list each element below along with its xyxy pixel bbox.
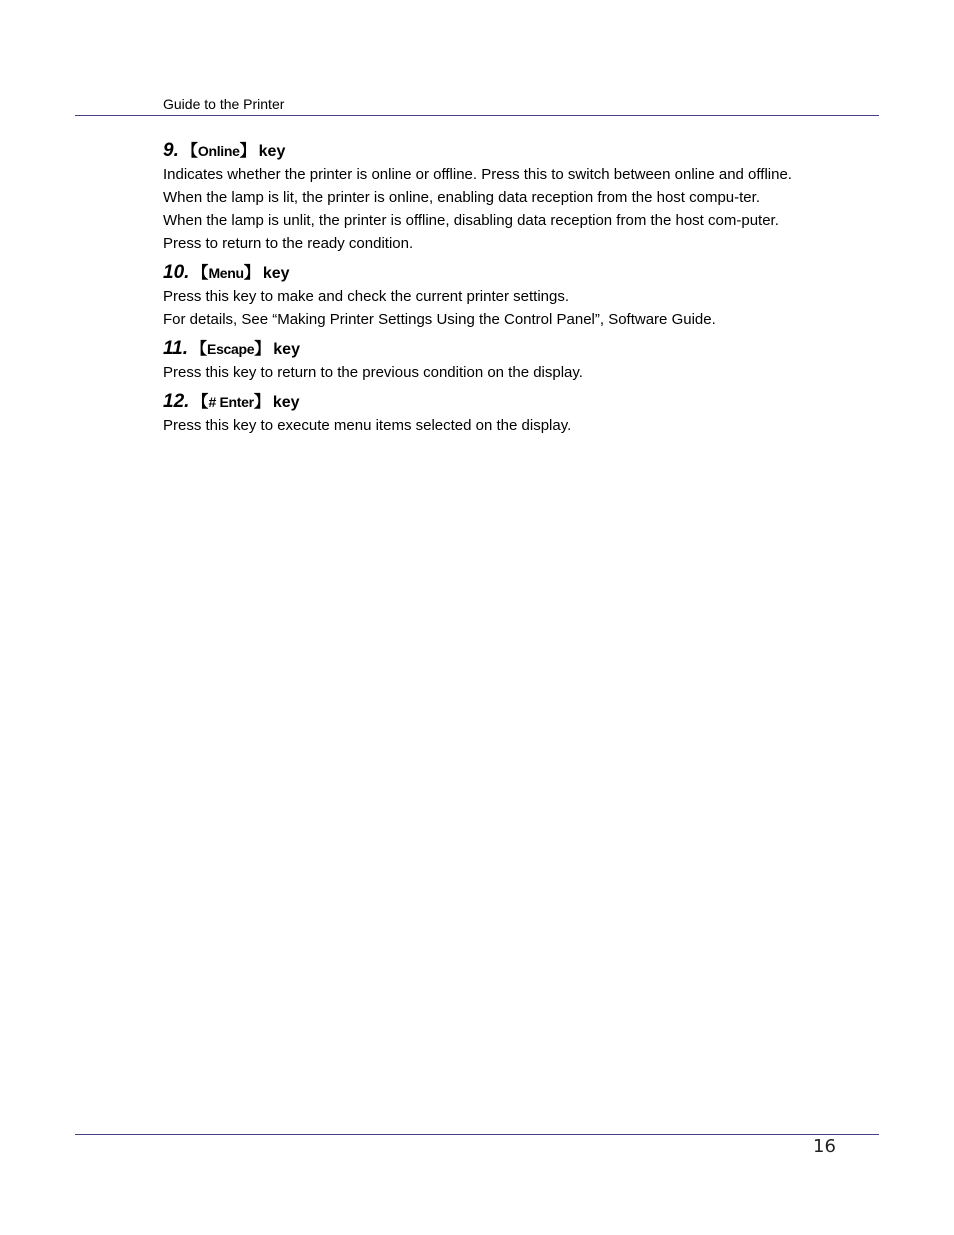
bracket-open: 【 — [181, 143, 198, 160]
bracket-open: 【 — [191, 341, 208, 358]
paragraph: When the lamp is unlit, the printer is offline, disabling data reception from the host com-puter. — [163, 212, 779, 229]
paragraph: Press to return to the ready condition. — [163, 235, 414, 252]
item-heading — [163, 338, 795, 360]
key-label: # Enter — [208, 394, 254, 410]
bracket-close: 】 — [243, 265, 260, 282]
key-label: Menu — [208, 265, 244, 281]
key-word: key — [273, 341, 300, 358]
key-word: key — [258, 143, 286, 160]
bracket-close: 】 — [254, 341, 271, 358]
item-number: 12. — [163, 391, 190, 412]
footer-divider — [75, 1134, 879, 1135]
key-label: Escape — [207, 341, 255, 357]
item-menu-key — [163, 262, 795, 330]
item-number: 9. — [163, 140, 179, 161]
bracket-close: 】 — [253, 394, 270, 411]
item-heading — [163, 391, 795, 413]
item-online-key — [163, 140, 795, 254]
item-heading — [163, 140, 795, 162]
paragraph: Indicates whether the printer is online or offline. Press this to switch between online and offline. — [163, 166, 792, 183]
paragraph: For details, See “Making Printer Settings Using the Control Panel”, Software Guide. — [163, 311, 716, 328]
bracket-open: 【 — [192, 265, 209, 282]
item-escape-key — [163, 338, 795, 383]
item-enter-key — [163, 391, 795, 436]
item-number: 10. — [163, 262, 190, 283]
paragraph: Press this key to return to the previous condition on the display. — [163, 364, 583, 381]
bracket-close: 】 — [239, 143, 256, 160]
document-body — [163, 140, 795, 444]
bracket-open: 【 — [192, 394, 209, 411]
running-header: Guide to the Printer — [163, 96, 285, 112]
key-word: key — [272, 394, 300, 411]
key-label: Online — [197, 143, 240, 159]
header-divider — [75, 115, 879, 116]
paragraph: Press this key to make and check the current printer settings. — [163, 288, 570, 305]
item-heading — [163, 262, 795, 284]
item-number: 11. — [163, 338, 189, 359]
paragraph: When the lamp is lit, the printer is online, enabling data reception from the host compu-ter. — [163, 189, 760, 206]
page-number: 16 — [813, 1136, 836, 1157]
key-word: key — [262, 265, 290, 282]
paragraph: Press this key to execute menu items selected on the display. — [163, 417, 572, 434]
